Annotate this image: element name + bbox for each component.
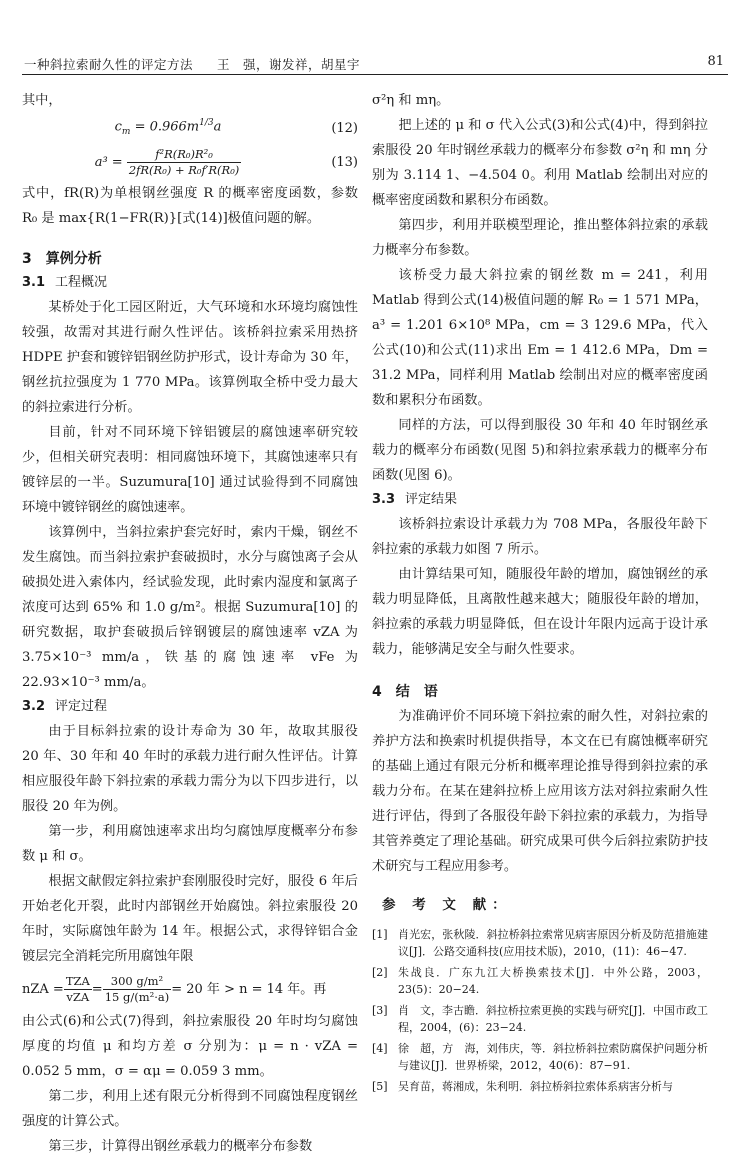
reference-item bbox=[372, 1078, 708, 1095]
paragraph: 根据文献假定斜拉索护套刚服役时完好，服役 6 年后开始老化开裂，此时内部钢丝开始腐蚀。斜拉索服役 20 年时，实际腐蚀年龄为 14 年。根据公式，求得锌铝合金镀层完全消耗完所用腐蚀年限 bbox=[22, 874, 358, 964]
references-title: 参 考 文 献： bbox=[382, 897, 512, 913]
subsection-heading-3-1: 3.1 工程概况 bbox=[22, 275, 108, 290]
paragraph: σ²η 和 mη。 bbox=[372, 93, 450, 108]
paragraph: 该桥受力最大斜拉索的钢丝数 m = 241，利用 Matlab 得到公式(14)极值问题的解 R₀ = 1 571 MPa，a³ = 1.201 6×10⁸ MPa，cm = 3 129.6 MPa，代入公式(10)和公式(11)求出 Em = 1 412.6 MPa，Dm = 31.2 MPa，同样利用 Matlab 绘制出对应的概率密度函数和累积分布函数。 bbox=[372, 268, 708, 408]
reference-item bbox=[372, 1002, 708, 1036]
reference-index: [1] bbox=[372, 928, 388, 941]
reference-item bbox=[372, 964, 708, 998]
reference-text: 肖 文，李古瞻．斜拉桥拉索更换的实践与研究[J]．中国市政工程，2004，(6)：23−24. bbox=[398, 1004, 708, 1034]
paragraph: 目前，针对不同环境下锌铝镀层的腐蚀速率研究较少，但相关研究表明：相同腐蚀环境下，其腐蚀速率只有镀锌层的一半。Suzumura[10] 通过试验得到不同腐蚀环境中镀锌钢丝的腐蚀速率。 bbox=[22, 425, 358, 515]
paragraph: 第二步，利用上述有限元分析得到不同腐蚀程度钢丝强度的计算公式。 bbox=[22, 1089, 358, 1129]
reference-index: [2] bbox=[372, 966, 388, 979]
reference-index: [4] bbox=[372, 1042, 388, 1055]
references-list bbox=[372, 926, 708, 1095]
paragraph: 第三步，计算得出钢丝承载力的概率分布参数 bbox=[48, 1139, 313, 1154]
right-column bbox=[372, 88, 708, 1099]
paragraph: 第四步，利用并联模型理论，推出整体斜拉索的承载力概率分布参数。 bbox=[372, 218, 708, 258]
paragraph: 该桥斜拉索设计承载力为 708 MPa，各服役年龄下斜拉索的承载力如图 7 所示。 bbox=[372, 517, 708, 557]
equation-nza: nZA = $\frac{\text{TZA}}{\text{vZA}}$ = $\frac{\text{300 g/m²}}{\text{15 g/(m²·a)}}$ = 20 年 > n = 14 年。再 bbox=[22, 973, 327, 1004]
reference-item bbox=[372, 1040, 708, 1074]
paragraph: 式中，fR(R)为单根钢丝强度 R 的概率密度函数，参数 R₀ 是 max{R(1−FR(R)}[式(14)]极值问题的解。 bbox=[22, 186, 358, 226]
intro-text: 其中， bbox=[22, 93, 62, 108]
reference-text: 吴育苗，蒋湘成，朱利明．斜拉桥斜拉索体系病害分析与 bbox=[398, 1080, 673, 1093]
equation-13: a³ = $\frac{\text{f²R(R₀)R²₀}}{\text{2fR(R₀) + R₀f′R(R₀)}}$ (13) bbox=[94, 146, 358, 177]
paragraph: 某桥处于化工园区附近，大气环境和水环境均腐蚀性较强，故需对其进行耐久性评估。该桥斜拉索采用热挤 HDPE 护套和镀锌铝钢丝防护形式，设计寿命为 30 年，钢丝抗拉强度为 1 770 MPa。该算例取全桥中受力最大的斜拉索进行分析。 bbox=[22, 300, 358, 415]
running-header bbox=[22, 52, 728, 75]
paragraph: 同样的方法，可以得到服役 30 年和 40 年时钢丝承载力的概率分布函数(见图 5)和斜拉索承载力的概率分布函数(见图 6)。 bbox=[372, 418, 708, 483]
reference-text: 徐 超，方 海，刘伟庆，等．斜拉桥斜拉索防腐保护问题分析与建议[J]．世界桥梁，2012，40(6)：87−91. bbox=[398, 1042, 708, 1072]
reference-index: [5] bbox=[372, 1080, 388, 1093]
paragraph: 由计算结果可知，随服役年龄的增加，腐蚀钢丝的承载力明显降低，且离散性越来越大；随服役年龄的增加，斜拉索的承载力明显降低，但在设计年限内远高于设计承载力，能够满足安全与耐久性要求。 bbox=[372, 567, 708, 657]
reference-text: 朱战良．广东九江大桥换索技术[J]．中外公路，2003，23(5)：20−24. bbox=[398, 966, 708, 996]
paragraph: 把上述的 μ 和 σ 代入公式(3)和公式(4)中，得到斜拉索服役 20 年时钢丝承载力的概率分布参数 σ²η 和 mη 分别为 3.114 1、−4.504 0。利用 Matlab 绘制出对应的概率密度函数和累积分布函数。 bbox=[372, 118, 708, 208]
left-column bbox=[22, 88, 358, 1159]
section-heading-4: 4 结 语 bbox=[372, 684, 438, 700]
paragraph: 由公式(6)和公式(7)得到，斜拉索服役 20 年时均匀腐蚀厚度的均值 μ 和均方差 σ 分别为：μ = n · vZA = 0.052 5 mm，σ = αμ = 0.059 3 mm。 bbox=[22, 1014, 358, 1079]
paragraph: 该算例中，当斜拉索护套完好时，索内干燥，钢丝不发生腐蚀。而当斜拉索护套破损时，水分与腐蚀离子会从破损处进入索体内，经试验发现，此时索内湿度和氯离子浓度可达到 65% 和 1.0 g/m²。根据 Suzumura[10] 的研究数据，取护套破损后锌钢镀层的腐蚀速率 vZA 为 3.75×10⁻³ mm/a，铁基的腐蚀速率 vFe 为 22.93×10⁻³ mm/a。 bbox=[22, 525, 358, 690]
reference-index: [3] bbox=[372, 1004, 388, 1017]
subsection-heading-3-2: 3.2 评定过程 bbox=[22, 699, 108, 714]
running-title: 一种斜拉索耐久性的评定方法 王 强，谢发祥，胡星宇 bbox=[24, 57, 361, 72]
reference-item bbox=[372, 926, 708, 960]
page-number: 81 bbox=[707, 54, 724, 69]
reference-text: 肖光宏，张秋陵．斜拉桥斜拉索常见病害原因分析及防范措施建议[J]．公路交通科技(应用技术版)，2010，(11)：46−47. bbox=[398, 928, 708, 958]
subsection-heading-3-3: 3.3 评定结果 bbox=[372, 492, 458, 507]
paragraph: 第一步，利用腐蚀速率求出均匀腐蚀厚度概率分布参数 μ 和 σ。 bbox=[22, 824, 358, 864]
equation-12: $c_m = 0.966m^{1/3}a$ (12) bbox=[114, 118, 358, 137]
paragraph: 由于目标斜拉索的设计寿命为 30 年，故取其服役 20 年、30 年和 40 年时的承载力进行耐久性评估。计算相应服役年龄下斜拉索的承载力需分为以下四步进行，以服役 20 年为例。 bbox=[22, 724, 358, 814]
paragraph: 为准确评价不同环境下斜拉索的耐久性，对斜拉索的养护方法和换索时机提供指导，本文在已有腐蚀概率研究的基础上通过有限元分析和概率理论推导得到斜拉索的承载力分布。在某在建斜拉桥上应用该方法对斜拉索耐久性进行评估，得到了各服役年龄下斜拉索的承载力，为指导其管养奠定了理论基础。研究成果可供今后斜拉索防护技术研究与工程应用参考。 bbox=[372, 709, 708, 874]
section-heading-3: 3 算例分析 bbox=[22, 251, 102, 267]
